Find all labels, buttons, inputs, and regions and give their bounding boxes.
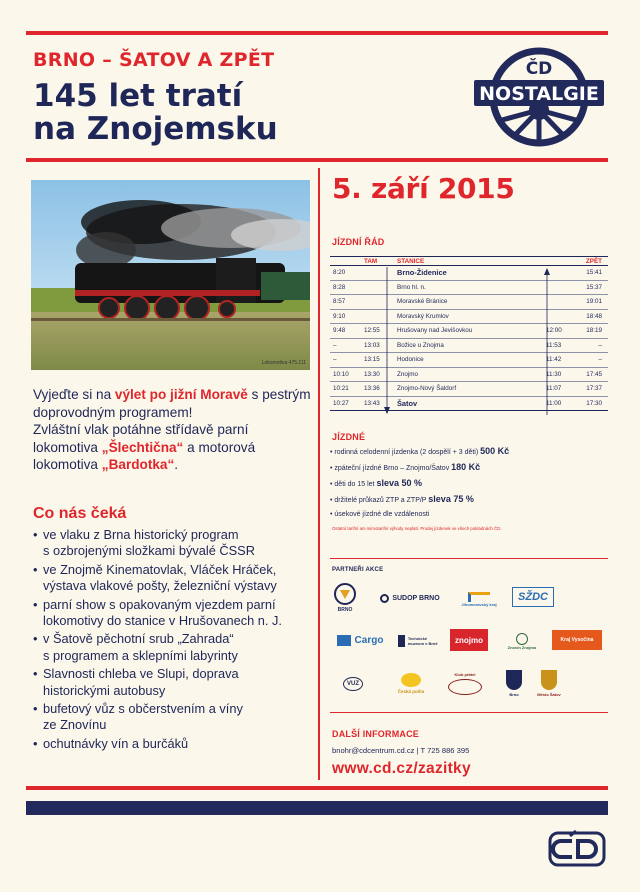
- program-heading: Co nás čeká: [33, 505, 127, 522]
- timetable-cell-t2: 13:03: [364, 341, 380, 349]
- contact-info[interactable]: bnohr@cdcentrum.cd.cz | T 725 886 395: [332, 746, 470, 755]
- fare-item: • rodinná celodenní jízdenka (2 dospělí + 3 děti) 500 Kč: [330, 444, 610, 460]
- timetable-cell-t1: 9:10: [333, 312, 346, 320]
- fares-list: [330, 444, 610, 522]
- logo-top-text: ČD: [525, 59, 553, 79]
- column-divider: [318, 168, 320, 780]
- title-line-2: na Znojemsku: [33, 111, 278, 147]
- intro-paragraph-1: Vyjeďte si na výlet po jižní Moravě s pestrým doprovodným programem!: [33, 387, 311, 420]
- program-item: • parní show s opakovaným vjezdem parní lokomotivy do stanice v Hrušovanech n. J.: [33, 597, 316, 630]
- timetable-cell-z2: 17:30: [586, 399, 602, 407]
- timetable-cell-t1: 10:27: [333, 399, 349, 407]
- timetable-cell-t1: 10:10: [333, 370, 349, 378]
- timetable-cell-t2: 13:36: [364, 385, 380, 393]
- timetable-cell-station: Znojmo: [397, 370, 418, 378]
- timetable-cell-t2: 13:43: [364, 399, 380, 407]
- timetable-row: [330, 368, 608, 383]
- timetable-cell-z2: –: [598, 341, 602, 349]
- partner-posta-logo: Česká pošta: [393, 668, 429, 698]
- timetable-cell-z2: 19:01: [586, 298, 602, 306]
- timetable-cell-t2: 13:15: [364, 356, 380, 364]
- timetable-row: [330, 281, 608, 296]
- timetable-body: [330, 266, 608, 411]
- partner-satov-crest: Město Šatov: [536, 665, 562, 701]
- timetable-cell-t1: 10:21: [333, 385, 349, 393]
- timetable-cell-t1: 8:28: [333, 283, 346, 291]
- photo-caption: Lokomotiva 475.111: [261, 360, 306, 366]
- fare-item: • úsekové jízdné dle vzdálenosti: [330, 508, 610, 522]
- timetable-cell-station: Moravské Bránice: [397, 298, 448, 306]
- website-link[interactable]: www.cd.cz/zazitky: [332, 760, 471, 777]
- bottom-red-rule: [26, 786, 608, 790]
- partner-szdc-logo: SŽDC: [512, 587, 554, 607]
- timetable-row: [330, 310, 608, 325]
- timetable-row: [330, 295, 608, 310]
- timetable-cell-station: Hrušovany nad Jevišovkou: [397, 327, 473, 335]
- timetable-cell-station: Znojmo-Nový Šaldorf: [397, 385, 457, 393]
- program-item: • bufetový vůz s občerstvením a víny ze Znovínu: [33, 701, 316, 734]
- program-item: • ochutnávky vín a burčáků: [33, 736, 316, 752]
- program-item: • ve Znojmě Kinematovlak, Vláček Hráček, výstava vlakové pošty, železniční výstavy: [33, 562, 316, 595]
- timetable-label: JÍZDNÍ ŘÁD: [332, 237, 385, 247]
- intro-text: [33, 386, 313, 474]
- info-rule: [330, 712, 608, 713]
- header-stanice: STANICE: [397, 257, 425, 265]
- bottom-navy-band: [26, 801, 608, 815]
- timetable-cell-t1: 8:57: [333, 298, 346, 306]
- timetable-cell-z2: 15:41: [586, 269, 602, 277]
- fare-item: • děti do 15 let sleva 50 %: [330, 476, 610, 492]
- timetable-cell-z1: 11:42: [546, 356, 562, 364]
- timetable-row: [330, 382, 608, 397]
- partner-cargo-logo: Cargo: [332, 632, 388, 648]
- intro-paragraph-2: Zvláštní vlak potáhne střídavě parní lokomotiva „Šlechtična“ a motorová lokomotiva „Bardotka“.: [33, 422, 256, 472]
- svg-text:BRNO: BRNO: [337, 607, 353, 612]
- timetable-cell-t1: –: [333, 341, 337, 349]
- program-item: • v Šatově pěchotní srub „Zahrada“ s programem a sklepními labyrinty: [33, 631, 316, 664]
- partner-znovin-logo: Znovín Znojmo: [500, 627, 544, 655]
- timetable-cell-z2: 17:37: [586, 385, 602, 393]
- partner-vuz-logo: VUZ: [332, 672, 374, 696]
- timetable-cell-station: Moravský Krumlov: [397, 312, 449, 320]
- program-item: • ve vlaku z Brna historický program s ozbrojenými složkami bývalé ČSSR: [33, 527, 316, 560]
- timetable-cell-z2: 18:19: [586, 327, 602, 335]
- timetable-cell-z2: 15:37: [586, 283, 602, 291]
- logo-main-text: NOSTALGIE: [479, 83, 599, 105]
- timetable-cell-station: Hodonice: [397, 356, 424, 364]
- timetable-cell-z1: 11:00: [546, 399, 562, 407]
- fares-label: JÍZDNÉ: [332, 432, 366, 442]
- info-label: DALŠÍ INFORMACE: [332, 729, 419, 739]
- timetable-row: [330, 339, 608, 354]
- down-arrow: [383, 267, 391, 417]
- event-date: 5. září 2015: [332, 172, 515, 205]
- timetable-cell-station: Božice u Znojma: [397, 341, 444, 349]
- program-item: • Slavnosti chleba ve Slupi, doprava historickými autobusy: [33, 666, 316, 699]
- fare-item: • zpáteční jízdné Brno – Znojmo/Šatov 180 Kč: [330, 460, 610, 476]
- timetable-cell-t1: –: [333, 356, 337, 364]
- partner-brno-crest: Brno: [502, 665, 526, 701]
- header-zpet: ZPĚT: [585, 257, 602, 265]
- timetable-row: [330, 397, 608, 412]
- timetable-cell-t2: 12:55: [364, 327, 380, 335]
- timetable-cell-z1: 11:53: [546, 341, 562, 349]
- timetable-cell-station: Šatov: [397, 398, 418, 408]
- cd-logo: [548, 830, 606, 868]
- program-list: [33, 527, 316, 754]
- cd-nostalgie-logo: [470, 42, 608, 152]
- fares-note: Ostatní tarifní ani mimotarifní výhody neplatí. Prodej jízdenek ve všech pokladnách ČD.: [332, 526, 502, 531]
- timetable: [330, 256, 608, 411]
- page-title: [33, 80, 393, 146]
- timetable-header: [330, 256, 608, 266]
- timetable-cell-station: Brno hl. n.: [397, 283, 426, 291]
- timetable-cell-station: Brno-Židenice: [397, 268, 447, 278]
- partner-jmk-logo: Jihomoravský kraj: [455, 586, 503, 612]
- partner-vysocina-logo: Kraj Vysočina: [552, 630, 602, 650]
- timetable-cell-z2: 18:48: [586, 312, 602, 320]
- timetable-cell-t2: 13:30: [364, 370, 380, 378]
- partner-klub-logo: Klub přátel: [440, 668, 490, 698]
- timetable-cell-z1: 11:07: [546, 385, 562, 393]
- header-tam: TAM: [364, 257, 378, 265]
- partners-rule: [330, 558, 608, 559]
- timetable-cell-z2: 17:45: [586, 370, 602, 378]
- title-line-1: 145 let tratí: [33, 78, 243, 114]
- timetable-row: [330, 324, 608, 339]
- steam-locomotive-photo: [31, 180, 310, 370]
- route-subtitle: BRNO – ŠATOV A ZPĚT: [33, 49, 275, 71]
- timetable-cell-t1: 9:48: [333, 327, 346, 335]
- timetable-row: [330, 353, 608, 368]
- partner-sudop-logo: SUDOP BRNO: [375, 590, 445, 606]
- partner-znojmo-logo: znojmo: [450, 629, 488, 651]
- header-red-rule: [26, 158, 608, 162]
- fare-item: • držitelé průkazů ZTP a ZTP/P sleva 75 %: [330, 492, 610, 508]
- timetable-cell-z1: 12:00: [546, 327, 562, 335]
- top-red-rule: [26, 31, 608, 35]
- partners-label: PARTNEŘI AKCE: [332, 567, 384, 573]
- timetable-row: [330, 266, 608, 281]
- up-arrow: [543, 267, 551, 417]
- timetable-cell-z2: –: [598, 356, 602, 364]
- timetable-cell-t1: 8:20: [333, 269, 346, 277]
- timetable-cell-z1: 11:30: [546, 370, 562, 378]
- partner-tmb-logo: Technické muzeum v Brně: [398, 630, 442, 652]
- partner-brno-logo: [332, 582, 358, 612]
